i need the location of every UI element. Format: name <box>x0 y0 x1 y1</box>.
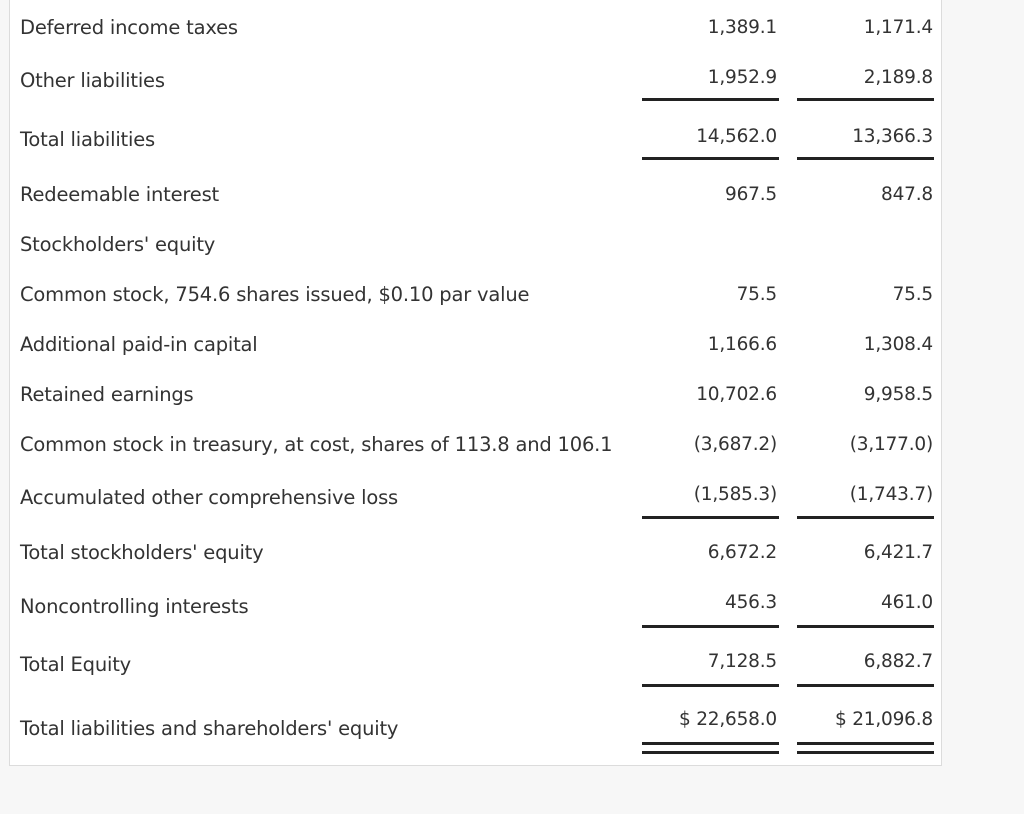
row-value-col2: 9,958.5 <box>863 384 933 405</box>
row-value-col1: 967.5 <box>725 184 777 205</box>
row-label: Common stock in treasury, at cost, shares of 113.8 and 106.1 <box>20 433 613 456</box>
grand-total-double-rule <box>797 751 934 754</box>
subtotal-rule <box>797 157 934 160</box>
row-value-col2: 6,882.7 <box>863 651 933 672</box>
row-label: Noncontrolling interests <box>20 595 249 618</box>
row-value-col1: 75.5 <box>736 284 777 305</box>
subtotal-rule <box>797 516 934 519</box>
row-value-col1: 7,128.5 <box>707 651 777 672</box>
row-value-col1: 14,562.0 <box>696 126 777 147</box>
row-value-col2: 13,366.3 <box>852 126 933 147</box>
row-value-col2: 847.8 <box>881 184 933 205</box>
subtotal-rule <box>642 157 779 160</box>
grand-total-double-rule <box>797 742 934 745</box>
row-label: Total stockholders' equity <box>20 541 264 564</box>
subtotal-rule <box>797 98 934 101</box>
row-value-col1: 1,952.9 <box>707 67 777 88</box>
row-value-col1: 456.3 <box>725 592 777 613</box>
row-label: Deferred income taxes <box>20 16 238 39</box>
row-value-col2: 75.5 <box>892 284 933 305</box>
grand-total-double-rule <box>642 742 779 745</box>
grand-total-double-rule <box>642 751 779 754</box>
row-value-col2: (1,743.7) <box>849 484 933 505</box>
row-label: Total Equity <box>20 653 132 676</box>
row-label: Accumulated other comprehensive loss <box>20 486 398 509</box>
row-label: Total liabilities and shareholders' equity <box>20 717 399 740</box>
subtotal-rule <box>642 625 779 628</box>
subtotal-rule <box>642 98 779 101</box>
section-heading: Stockholders' equity <box>20 233 216 256</box>
row-label: Other liabilities <box>20 69 165 92</box>
row-value-col2: 6,421.7 <box>863 542 933 563</box>
row-value-col2: 2,189.8 <box>863 67 933 88</box>
row-value-col1: $ 22,658.0 <box>678 709 777 730</box>
subtotal-rule <box>642 516 779 519</box>
row-value-col1: (3,687.2) <box>693 434 777 455</box>
row-label: Common stock, 754.6 shares issued, $0.10 par value <box>20 283 530 306</box>
subtotal-rule <box>797 625 934 628</box>
subtotal-rule <box>797 684 934 687</box>
row-label: Redeemable interest <box>20 183 219 206</box>
balance-sheet-panel <box>9 0 942 766</box>
row-value-col2: 1,171.4 <box>863 17 933 38</box>
row-label: Additional paid-in capital <box>20 333 258 356</box>
row-value-col1: 1,166.6 <box>707 334 777 355</box>
row-value-col1: (1,585.3) <box>693 484 777 505</box>
row-label: Total liabilities <box>20 128 155 151</box>
subtotal-rule <box>642 684 779 687</box>
row-value-col2: (3,177.0) <box>849 434 933 455</box>
row-value-col2: 461.0 <box>881 592 933 613</box>
row-label: Retained earnings <box>20 383 194 406</box>
row-value-col2: $ 21,096.8 <box>834 709 933 730</box>
row-value-col1: 10,702.6 <box>696 384 777 405</box>
row-value-col1: 1,389.1 <box>707 17 777 38</box>
row-value-col2: 1,308.4 <box>863 334 933 355</box>
row-value-col1: 6,672.2 <box>707 542 777 563</box>
